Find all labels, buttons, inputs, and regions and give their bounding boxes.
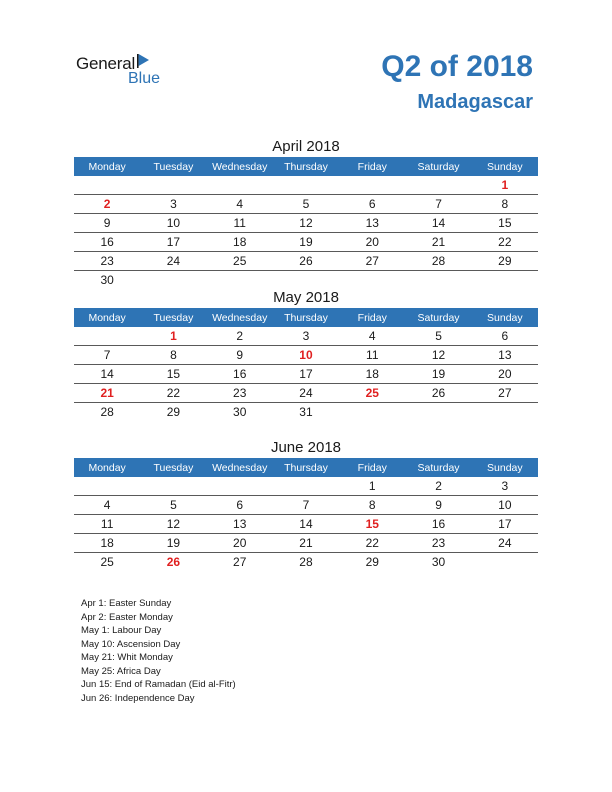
day-cell — [472, 553, 538, 572]
day-cell: 9 — [207, 346, 273, 365]
day-cell: 28 — [405, 252, 471, 271]
month-calendar — [74, 438, 538, 571]
day-cell: 9 — [405, 496, 471, 515]
day-cell: 27 — [472, 384, 538, 403]
week-row — [74, 346, 538, 365]
day-cell: 7 — [405, 195, 471, 214]
weekday-header: Wednesday — [207, 458, 273, 477]
day-cell: 16 — [405, 515, 471, 534]
holiday-note: Apr 1: Easter Sunday — [81, 598, 172, 609]
day-cell: 24 — [140, 252, 206, 271]
day-cell: 1 — [472, 176, 538, 195]
day-cell: 12 — [140, 515, 206, 534]
day-cell: 10 — [472, 496, 538, 515]
day-cell: 20 — [339, 233, 405, 252]
weekday-header: Tuesday — [140, 308, 206, 327]
holiday-note: May 25: Africa Day — [81, 665, 161, 677]
day-cell: 5 — [140, 496, 206, 515]
day-cell: 22 — [140, 384, 206, 403]
month-calendar — [74, 288, 538, 421]
holiday-note: Jun 15: End of Ramadan (Eid al-Fitr) — [81, 679, 236, 690]
day-cell: 16 — [74, 233, 140, 252]
day-cell — [339, 271, 405, 290]
day-cell: 14 — [273, 515, 339, 534]
day-cell: 21 — [74, 384, 140, 403]
day-cell: 27 — [233, 555, 247, 569]
day-cell — [273, 477, 339, 496]
day-cell: 18 — [207, 233, 273, 252]
weekday-header: Tuesday — [140, 157, 206, 176]
weekday-header: Friday — [339, 308, 405, 327]
day-cell: 23 — [207, 384, 273, 403]
day-cell — [273, 271, 339, 290]
day-cell: 28 — [100, 405, 114, 419]
day-cell: 18 — [339, 365, 405, 384]
day-cell: 23 — [405, 534, 471, 553]
day-cell: 28 — [299, 555, 313, 569]
day-cell: 20 — [472, 365, 538, 384]
day-cell: 27 — [339, 252, 405, 271]
week-row — [74, 214, 538, 233]
day-cell: 1 — [339, 477, 405, 496]
day-cell: 17 — [472, 515, 538, 534]
week-row — [74, 195, 538, 214]
flag-icon — [137, 54, 149, 68]
day-cell: 12 — [273, 214, 339, 233]
day-cell: 24 — [472, 534, 538, 553]
weekday-header: Friday — [339, 157, 405, 176]
weekday-header: Saturday — [405, 458, 471, 477]
week-row — [74, 384, 538, 403]
weekday-header: Monday — [74, 157, 140, 176]
day-cell: 4 — [74, 496, 140, 515]
month-grid — [74, 157, 538, 289]
month-title: June 2018 — [270, 439, 342, 456]
day-cell: 29 — [365, 555, 379, 569]
day-cell: 19 — [140, 534, 206, 553]
day-cell: 18 — [74, 534, 140, 553]
day-cell: 23 — [74, 252, 140, 271]
day-cell: 29 — [472, 252, 538, 271]
day-cell: 2 — [207, 327, 273, 346]
week-row — [74, 327, 538, 346]
day-cell: 21 — [273, 534, 339, 553]
day-cell: 25 — [207, 252, 273, 271]
day-cell: 25 — [339, 384, 405, 403]
day-cell: 4 — [207, 195, 273, 214]
day-cell — [207, 477, 273, 496]
day-cell: 26 — [405, 384, 471, 403]
day-cell: 17 — [140, 233, 206, 252]
day-cell: 15 — [140, 365, 206, 384]
day-cell — [405, 403, 471, 422]
day-cell: 25 — [100, 555, 114, 569]
day-cell — [207, 176, 273, 195]
day-cell: 1 — [140, 327, 206, 346]
day-cell: 11 — [74, 515, 140, 534]
day-cell: 7 — [74, 346, 140, 365]
holiday-note: Jun 26: Independence Day — [81, 692, 195, 704]
day-cell: 8 — [472, 195, 538, 214]
day-cell — [74, 176, 140, 195]
day-cell: 17 — [273, 365, 339, 384]
day-cell: 5 — [273, 195, 339, 214]
day-cell: 24 — [273, 384, 339, 403]
week-row — [74, 252, 538, 271]
day-cell: 6 — [472, 327, 538, 346]
holiday-note: Apr 2: Easter Monday — [81, 611, 173, 623]
weekday-header: Sunday — [472, 157, 538, 176]
day-cell: 22 — [339, 534, 405, 553]
day-cell — [273, 176, 339, 195]
day-cell — [74, 327, 140, 346]
day-cell: 29 — [166, 405, 181, 419]
week-row — [74, 515, 538, 534]
day-cell: 15 — [339, 515, 405, 534]
week-row — [74, 534, 538, 553]
day-cell: 13 — [472, 346, 538, 365]
week-row — [74, 477, 538, 496]
day-cell — [405, 176, 471, 195]
day-cell: 26 — [273, 252, 339, 271]
day-cell: 14 — [405, 214, 471, 233]
weekday-header: Monday — [74, 458, 140, 477]
week-row — [74, 553, 538, 572]
month-calendar — [74, 137, 538, 289]
day-cell: 30 — [233, 405, 247, 419]
day-cell: 11 — [207, 214, 273, 233]
weekday-header: Wednesday — [207, 308, 273, 327]
day-cell: 14 — [74, 365, 140, 384]
day-cell: 22 — [472, 233, 538, 252]
day-cell: 30 — [100, 273, 114, 287]
week-row — [74, 176, 538, 195]
day-cell: 5 — [405, 327, 471, 346]
generalblue-logo — [76, 52, 186, 92]
week-row — [74, 365, 538, 384]
day-cell: 7 — [273, 496, 339, 515]
day-cell — [405, 271, 471, 290]
day-cell: 3 — [140, 195, 206, 214]
day-cell: 6 — [339, 195, 405, 214]
month-grid — [74, 308, 538, 421]
weekday-header: Thursday — [273, 157, 339, 176]
day-cell: 10 — [273, 346, 339, 365]
holiday-list — [81, 597, 236, 705]
weekday-header: Wednesday — [207, 157, 273, 176]
day-cell: 2 — [405, 477, 471, 496]
month-grid — [74, 458, 538, 571]
day-cell — [74, 477, 140, 496]
weekday-header: Monday — [74, 308, 140, 327]
holiday-note: May 10: Ascension Day — [81, 638, 181, 650]
day-cell: 10 — [140, 214, 206, 233]
day-cell: 8 — [140, 346, 206, 365]
day-cell — [140, 477, 206, 496]
week-row — [74, 271, 538, 290]
day-cell: 4 — [339, 327, 405, 346]
day-cell: 3 — [472, 477, 538, 496]
country-name: Madagascar — [417, 91, 533, 113]
day-cell: 12 — [405, 346, 471, 365]
month-title: April 2018 — [272, 138, 340, 155]
day-cell — [339, 403, 405, 422]
day-cell: 8 — [339, 496, 405, 515]
day-cell — [140, 271, 206, 290]
day-cell: 9 — [74, 214, 140, 233]
day-cell: 15 — [472, 214, 538, 233]
day-cell — [140, 176, 206, 195]
weekday-header: Thursday — [273, 458, 339, 477]
month-title: May 2018 — [273, 289, 339, 306]
weekday-header: Tuesday — [140, 458, 206, 477]
day-cell: 2 — [74, 195, 140, 214]
day-cell: 3 — [273, 327, 339, 346]
weekday-header: Sunday — [472, 308, 538, 327]
day-cell: 11 — [339, 346, 405, 365]
day-cell: 19 — [273, 233, 339, 252]
page-title: Q2 of 2018 — [381, 50, 533, 83]
week-row — [74, 233, 538, 252]
day-cell: 16 — [207, 365, 273, 384]
day-cell: 13 — [207, 515, 273, 534]
day-cell — [472, 271, 538, 290]
day-cell: 6 — [207, 496, 273, 515]
day-cell — [339, 176, 405, 195]
week-row — [74, 403, 538, 422]
day-cell: 31 — [299, 405, 313, 419]
day-cell: 21 — [405, 233, 471, 252]
day-cell — [472, 403, 538, 422]
logo-text-blue: Blue — [128, 70, 161, 87]
day-cell: 20 — [207, 534, 273, 553]
day-cell: 19 — [405, 365, 471, 384]
day-cell — [207, 271, 273, 290]
weekday-header: Saturday — [405, 157, 471, 176]
holiday-note: May 1: Labour Day — [81, 625, 162, 636]
weekday-header: Friday — [339, 458, 405, 477]
day-cell: 26 — [166, 555, 181, 569]
holiday-note: May 21: Whit Monday — [81, 652, 173, 663]
weekday-header: Thursday — [273, 308, 339, 327]
weekday-header: Saturday — [405, 308, 471, 327]
day-cell: 30 — [431, 555, 446, 569]
day-cell: 13 — [339, 214, 405, 233]
week-row — [74, 496, 538, 515]
weekday-header: Sunday — [472, 458, 538, 477]
logo-text-general: General — [76, 54, 136, 73]
